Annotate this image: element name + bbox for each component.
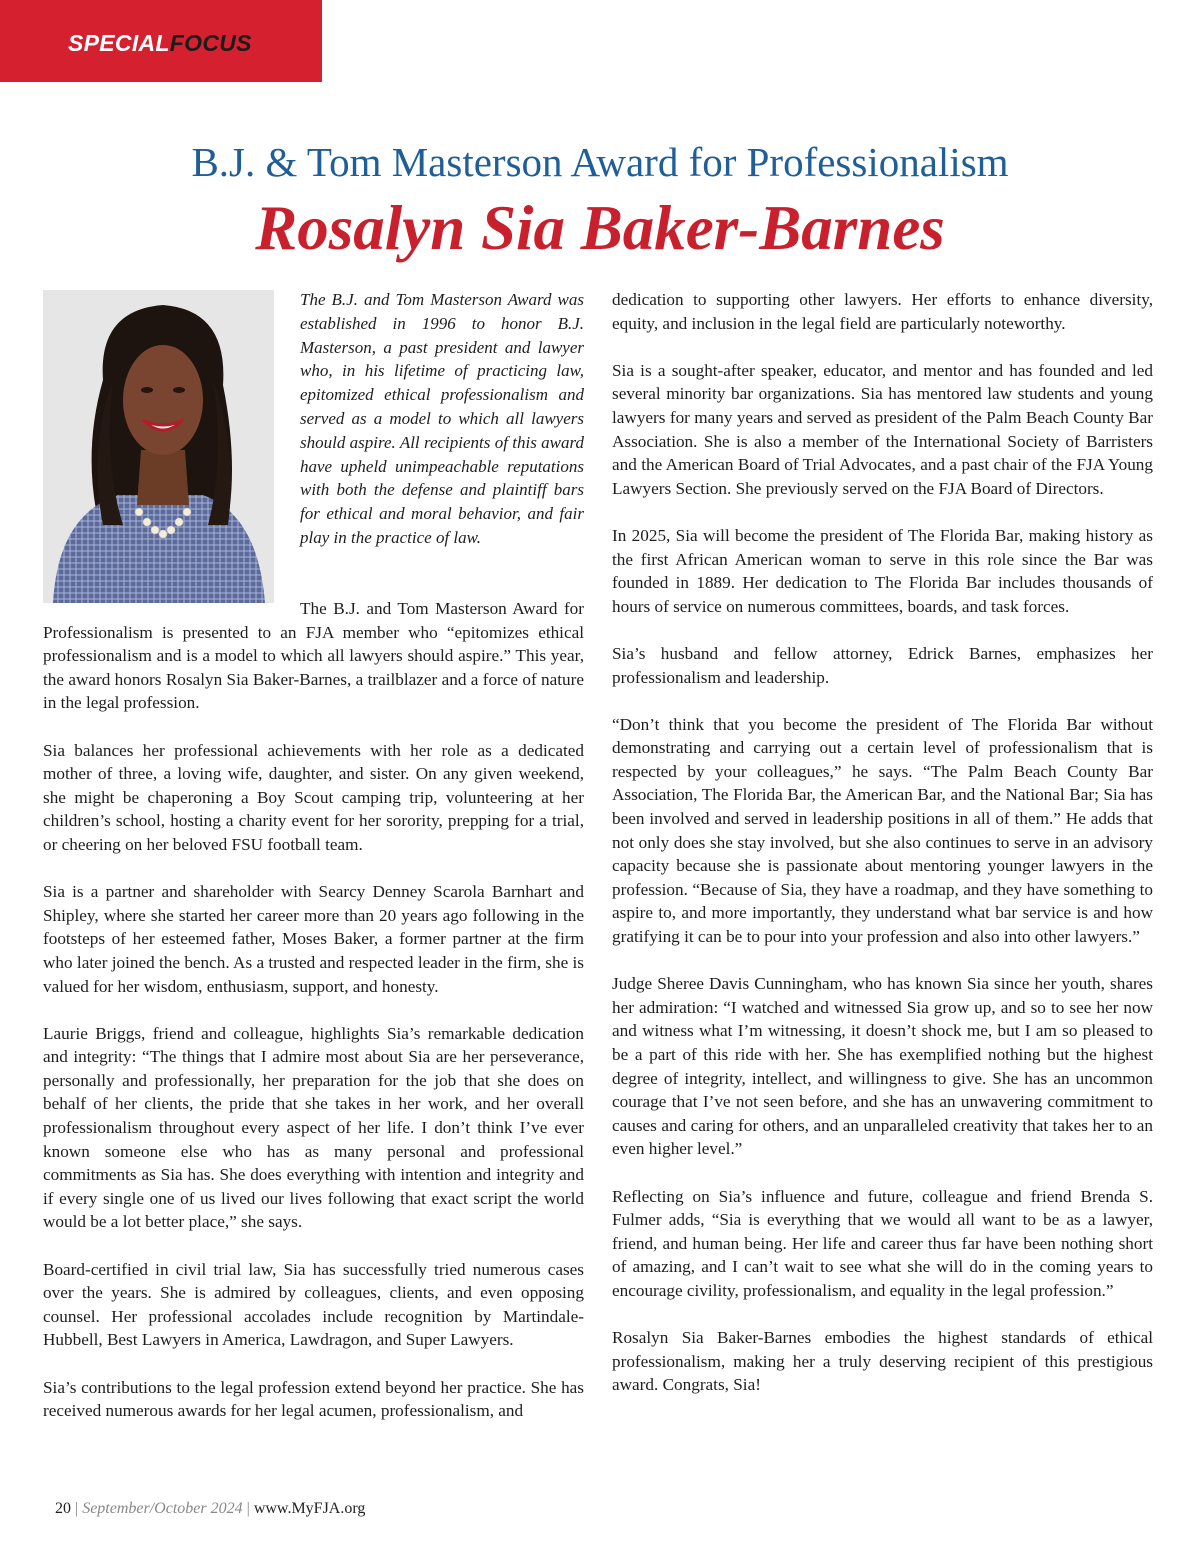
left-paragraph-4: Laurie Briggs, friend and colleague, highlights Sia’s remarkable dedication and integrity: “The things that I admire most about Sia are her perseverance, personally and professionally, her preparation for the job that she does on behalf of her clients, the pride that she takes in her work, and her overall professionalism throughout every aspect of her life. I don’t think I’ve ever known someone else who has as many personal and professional commitments as Sia has. She does everything with intention and integrity and if every single one of us lived our lives following that exact script the world would be a lot better place,” she says. xyxy=(43,1023,584,1232)
right-paragraph-5: “Don’t think that you become the president of The Florida Bar without demonstrating and carrying out a certain level of professionalism that is respected by your colleagues,” he says. “The Palm Beach County Bar Association, The Florida Bar, the American Bar, and the National Bar; Sia has been involved and served in leadership positions in all of them.” He adds that not only does she stay involved, but she also continues to serve in an advisory capacity because she is passionate about mentoring younger lawyers in the profession. “Because of Sia, they have a roadmap, and they have something to aspire to, and more importantly, they understand what bar service is and how gratifying it can be to pour into your profession and also into other lawyers.” xyxy=(612,714,1153,947)
intro-column xyxy=(300,288,584,550)
intro-paragraph: The B.J. and Tom Masterson Award was established in 1996 to honor B.J. Masterson, a past president and lawyer who, in his lifetime of practicing law, epitomized ethical professionalism and served as a model to which all lawyers should aspire. All recipients of this award have upheld unimpeachable reputations with both the defense and plaintiff bars for ethical and moral behavior, and fair play in the practice of law. xyxy=(300,290,584,547)
right-paragraph-2: Sia is a sought-after speaker, educator, and mentor and has founded and led several minority bar organizations. Sia has mentored law students and young lawyers for many years and served as president of the Palm Beach County Bar Association. She is also a member of the International Society of Barristers and the American Board of Trial Advocates, and a past chair of the FJA Young Lawyers Section. She previously served on the FJA Board of Directors. xyxy=(612,360,1153,498)
left-paragraph-2: Sia balances her professional achievements with her role as a dedicated mother of three, a loving wife, daughter, and sister. On any given weekend, she might be chaperoning a Boy Scout camping trip, volunteering at her children’s school, hosting a charity event for her sorority, prepping for a trial, or cheering on her beloved FSU football team. xyxy=(43,740,584,854)
website-link[interactable]: www.MyFJA.org xyxy=(253,1500,366,1517)
section-label xyxy=(68,30,252,57)
honoree-name: Rosalyn Sia Baker-Barnes xyxy=(255,193,945,263)
right-paragraph-6: Judge Sheree Davis Cunningham, who has known Sia since her youth, shares her admiration: “I watched and witnessed Sia grow up, and so to see her now and witness what I’m witnessing, it doesn’t shock me, but I am so pleased to be a part of this ride with her. She has exemplified nothing but the highest degree of integrity, intellect, and willingness to give. She has an uncommon courage that I’ve not seen before, and she has an unwavering commitment to causes and caring for others, and an unparalleled creativity that takes her to an even higher level.” xyxy=(612,974,1153,1159)
issue-date: September/October 2024 xyxy=(82,1500,243,1517)
right-paragraph-1: dedication to supporting other lawyers. Her efforts to enhance diversity, equity, and inclusion in the legal field are particularly noteworthy. xyxy=(612,290,1153,333)
section-label-focus: FOCUS xyxy=(169,30,252,56)
right-column xyxy=(612,288,1153,1397)
right-paragraph-8: Rosalyn Sia Baker-Barnes embodies the highest standards of ethical professionalism, making her a truly deserving recipient of this prestigious award. Congrats, Sia! xyxy=(612,1328,1153,1395)
right-paragraph-7: Reflecting on Sia’s influence and future, colleague and friend Brenda S. Fulmer adds, “Sia is everything that we would all want to be as a lawyer, friend, and human being. Her life and career thus far have been nothing short of amazing, and I can’t wait to see what she will do in the coming years to encourage civility, professionalism, and equality in the legal profession.” xyxy=(612,1186,1153,1300)
right-paragraph-3: In 2025, Sia will become the president of The Florida Bar, making history as the first African American woman to serve in this role since the Bar was founded in 1889. Her dedication to The Florida Bar includes thousands of hours of service on numerous committees, boards, and task forces. xyxy=(612,525,1153,616)
portrait-illustration xyxy=(43,290,274,603)
left-paragraph-3: Sia is a partner and shareholder with Searcy Denney Scarola Barnhart and Shipley, where she started her career more than 20 years ago following in the footsteps of her esteemed father, Moses Baker, a former partner at the firm who later joined the bench. As a trusted and respected leader in the firm, she is valued for her wisdom, enthusiasm, support, and honesty. xyxy=(43,882,584,996)
section-tab xyxy=(0,0,322,82)
left-paragraph-1: The B.J. and Tom Masterson Award for Professionalism is presented to an FJA member who “epitomizes ethical professionalism and is a model to which all lawyers should aspire.” This year, the award honors Rosalyn Sia Baker-Barnes, a trailblazer and a force of nature in the legal profession. xyxy=(43,599,584,713)
footer-separator: | xyxy=(246,1500,250,1517)
page-number: 20 xyxy=(55,1500,71,1517)
award-title: B.J. & Tom Masterson Award for Professionalism xyxy=(191,139,1009,185)
left-column xyxy=(43,597,584,1423)
portrait-photo xyxy=(43,290,274,603)
left-paragraph-5: Board-certified in civil trial law, Sia has successfully tried numerous cases over the years. She is admired by colleagues, clients, and even opposing counsel. Her professional accolades include recognition by Martindale-Hubbell, Best Lawyers in America, Lawdragon, and Super Lawyers. xyxy=(43,1259,584,1350)
right-paragraph-4: Sia’s husband and fellow attorney, Edrick Barnes, emphasizes her professionalism and leadership. xyxy=(612,643,1153,687)
page-footer xyxy=(55,1500,365,1518)
left-paragraph-6: Sia’s contributions to the legal profession extend beyond her practice. She has received numerous awards for her legal acumen, professionalism, and xyxy=(43,1377,584,1421)
footer-separator: | xyxy=(75,1500,79,1517)
section-label-special: SPECIAL xyxy=(68,30,170,56)
